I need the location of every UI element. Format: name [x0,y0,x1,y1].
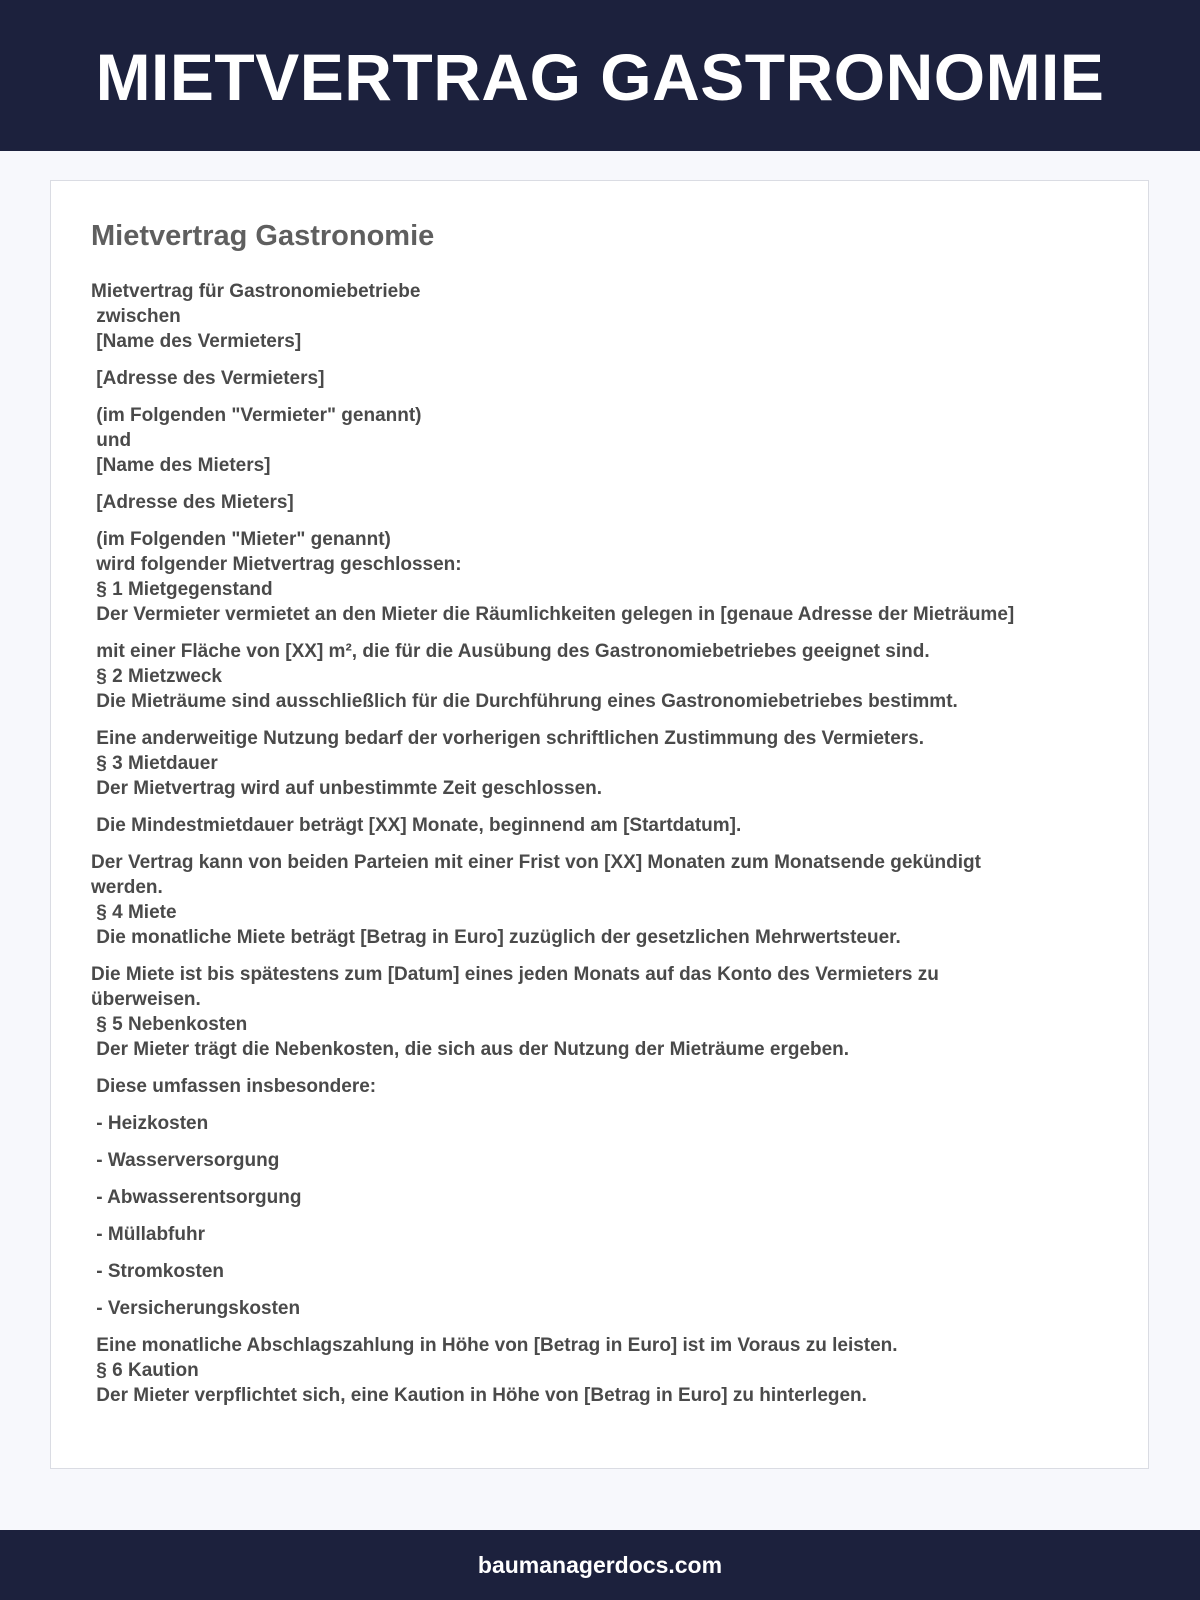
document-paragraph [91,1148,1121,1173]
document-paragraph [91,813,1121,838]
footer-site-link[interactable]: baumanagerdocs.com [477,1551,723,1578]
document-paragraph [91,1333,1121,1408]
document-paragraph [91,1222,1121,1247]
document-content [91,221,1121,1420]
document-paragraph [91,726,1121,801]
document-paragraph [91,366,1121,391]
document-paragraph [91,403,1121,478]
footer-banner [0,1530,1200,1600]
document-line: überweisen. [91,988,201,1010]
document-line: [Adresse des Mieters] [91,491,294,513]
document-line: - Müllabfuhr [91,1223,205,1245]
document-line: (im Folgenden "Vermieter" genannt) [91,404,422,426]
document-line: Der Mieter trägt die Nebenkosten, die sich aus der Nutzung der Mieträume ergeben. [91,1038,850,1060]
document-paragraph [91,962,1121,1062]
document-line: Der Mieter verpflichtet sich, eine Kaution in Höhe von [Betrag in Euro] zu hinterlegen. [91,1384,867,1406]
document-paragraph [91,639,1121,714]
document-line: [Name des Vermieters] [91,330,302,352]
document-line: § 2 Mietzweck [91,665,222,687]
document-line: wird folgender Mietvertrag geschlossen: [91,553,462,575]
document-line: Mietvertrag für Gastronomiebetriebe [91,280,421,302]
document-paragraph [91,1074,1121,1099]
document-paragraph [91,490,1121,515]
document-line: Eine monatliche Abschlagszahlung in Höhe von [Betrag in Euro] ist im Voraus zu leisten. [91,1334,898,1356]
document-paragraph [91,1296,1121,1321]
banner-title: MIETVERTRAG GASTRONOMIE [95,39,1105,114]
document-line: - Heizkosten [91,1112,209,1134]
document-line: § 5 Nebenkosten [91,1013,248,1035]
document-line: und [91,429,132,451]
document-line: Die Mieträume sind ausschließlich für die Durchführung eines Gastronomiebetriebes bestimmt. [91,690,958,712]
title-banner [0,0,1200,151]
document-paragraph [91,1185,1121,1210]
document-line: Die Mindestmietdauer beträgt [XX] Monate, beginnend am [Startdatum]. [91,814,742,836]
document-line: - Abwasserentsorgung [91,1186,302,1208]
document-line: Die monatliche Miete beträgt [Betrag in Euro] zuzüglich der gesetzlichen Mehrwertsteuer. [91,926,901,948]
document-paragraph [91,1259,1121,1284]
document-line: Eine anderweitige Nutzung bedarf der vorherigen schriftlichen Zustimmung des Vermieters. [91,727,925,749]
document-line: - Stromkosten [91,1260,225,1282]
document-line: Die Miete ist bis spätestens zum [Datum] eines jeden Monats auf das Konto des Vermieters zu [91,963,939,985]
document-line: - Wasserversorgung [91,1149,280,1171]
document-paragraph [91,527,1121,627]
document-line: zwischen [91,305,181,327]
document-paragraph [91,1111,1121,1136]
document-line: (im Folgenden "Mieter" genannt) [91,528,391,550]
document-line: Der Mietvertrag wird auf unbestimmte Zeit geschlossen. [91,777,603,799]
document-line: mit einer Fläche von [XX] m², die für die Ausübung des Gastronomiebetriebes geeignet sind. [91,640,930,662]
document-line: § 3 Mietdauer [91,752,218,774]
document-body [91,279,1121,1408]
document-line: [Name des Mieters] [91,454,271,476]
document-line: [Adresse des Vermieters] [91,367,325,389]
document-paragraph [91,279,1121,354]
document-line: § 4 Miete [91,901,177,923]
document-line: Der Vermieter vermietet an den Mieter die Räumlichkeiten gelegen in [genaue Adresse der Mieträume] [91,603,1015,625]
document-card [50,180,1149,1469]
document-paragraph [91,850,1121,950]
document-line: - Versicherungskosten [91,1297,301,1319]
document-line: § 6 Kaution [91,1359,199,1381]
document-line: Diese umfassen insbesondere: [91,1075,377,1097]
document-line: werden. [91,876,163,898]
document-line: Der Vertrag kann von beiden Parteien mit einer Frist von [XX] Monaten zum Monatsende gekündigt [91,851,981,873]
document-line: § 1 Mietgegenstand [91,578,273,600]
document-heading: Mietvertrag Gastronomie [91,220,435,252]
